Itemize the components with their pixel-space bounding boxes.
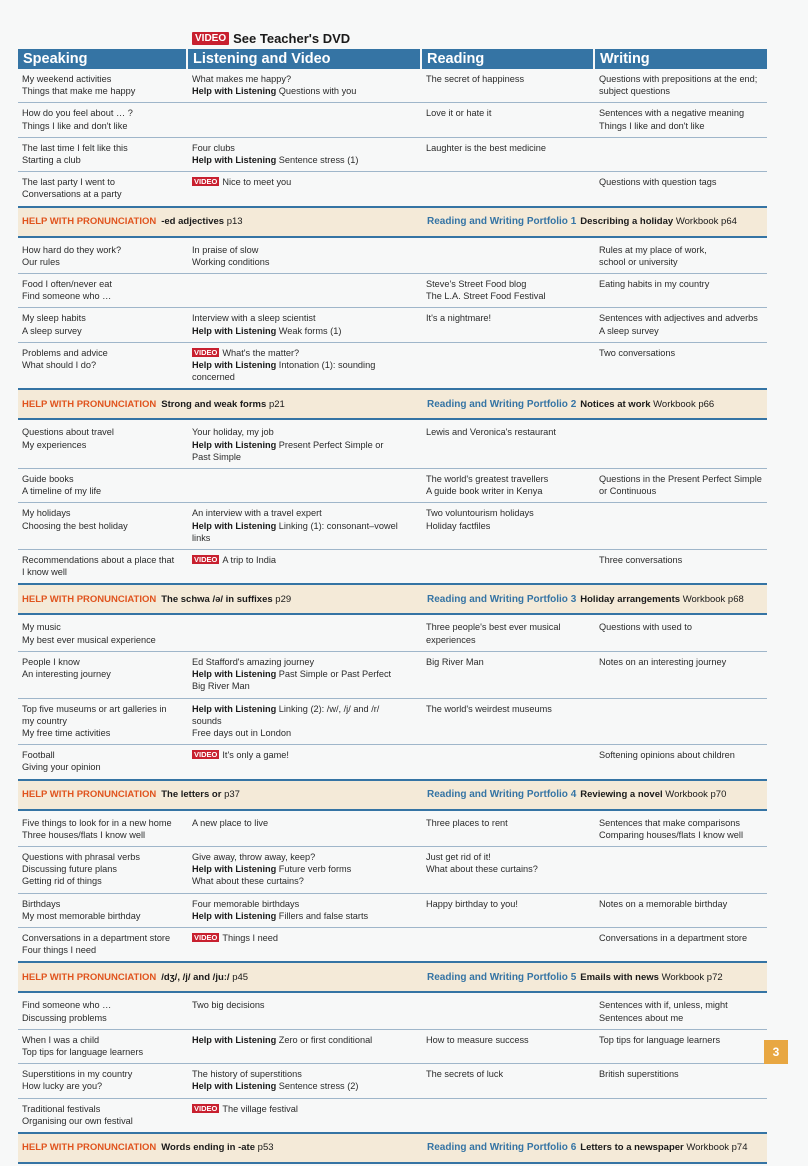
listening-text: Zero or first conditional [276, 1034, 373, 1045]
listening-cell [188, 745, 422, 778]
pronunciation-band [18, 1132, 767, 1164]
listening-cell [188, 1030, 422, 1063]
table-row [18, 744, 767, 778]
table-row [18, 307, 767, 341]
speaking-cell: Football Giving your opinion [22, 750, 101, 773]
table-row [18, 1029, 767, 1063]
portfolio-label: Reading and Writing Portfolio 3 [427, 593, 577, 605]
header-writing: Writing [600, 51, 650, 67]
help-with-listening-label: Help with Listening [192, 864, 277, 875]
portfolio-label: Reading and Writing Portfolio 1 [427, 216, 577, 228]
pronunciation-label: HELP WITH PRONUNCIATION [22, 1142, 157, 1154]
portfolio-label: Reading and Writing Portfolio 2 [427, 398, 577, 410]
portfolio-section [422, 216, 767, 227]
speaking-cell: Find someone who … Discussing problems [22, 1000, 112, 1023]
help-with-listening-label: Help with Listening [192, 520, 277, 531]
speaking-cell: My weekend activities Things that make me happy [22, 74, 136, 97]
dvd-title: See Teacher's DVD [233, 30, 351, 46]
reading-cell: Laughter is the best medicine [426, 142, 547, 153]
table-row [18, 422, 767, 468]
reading-cell: Three people's best ever musical experiences [426, 622, 561, 645]
speaking-cell: Guide books A timeline of my life [22, 474, 102, 497]
listening-cell [188, 652, 422, 698]
writing-cell: Questions with used to [599, 622, 692, 633]
pronunciation-topic: -ed adjectives [161, 216, 225, 228]
table-row [18, 995, 767, 1028]
table-row [18, 137, 767, 171]
teacher-dvd-banner [192, 30, 350, 46]
reading-cell: It's a nightmare! [426, 313, 492, 324]
help-with-listening-label: Help with Listening [192, 439, 277, 450]
listening-cell [188, 813, 422, 846]
listening-cell [188, 699, 422, 745]
pronunciation-label: HELP WITH PRONUNCIATION [22, 398, 157, 410]
portfolio-section [422, 1142, 767, 1153]
writing-cell: Top tips for language learners [599, 1034, 721, 1045]
help-with-listening-label: Help with Listening [192, 703, 277, 714]
listening-text: Ed Stafford's amazing journey [192, 656, 315, 667]
speaking-cell: Conversations in a department store Four things I need [22, 932, 171, 956]
video-tag: VIDEO [194, 1103, 218, 1113]
writing-cell [595, 422, 767, 468]
help-with-listening-label: Help with Listening [192, 910, 277, 921]
video-tag: VIDEO [194, 555, 218, 565]
video-title: What's the matter? [222, 347, 300, 358]
listening-cell [188, 1099, 422, 1132]
reading-cell: Lewis and Veronica's restaurant [426, 427, 556, 438]
workbook-ref: Workbook p74 [686, 1142, 748, 1154]
writing-cell [595, 1099, 767, 1132]
reading-cell: How to measure success [426, 1034, 529, 1045]
portfolio-topic: Holiday arrangements [580, 593, 681, 605]
portfolio-section [422, 789, 767, 800]
writing-cell: Questions with prepositions at the end; subject questions [599, 74, 758, 97]
pronunciation-band [18, 388, 767, 420]
reading-cell [422, 550, 595, 583]
listening-cell [188, 69, 422, 102]
portfolio-label: Reading and Writing Portfolio 4 [427, 789, 577, 801]
speaking-cell: Questions with phrasal verbs Discussing future plans Getting rid of things [22, 851, 140, 887]
speaking-cell: When I was a child Top tips for language learners [22, 1034, 144, 1057]
help-with-listening-label: Help with Listening [192, 1034, 277, 1045]
table-row [18, 846, 767, 893]
writing-cell: Sentences with adjectives and adverbs A sleep survey [599, 313, 758, 336]
writing-cell: Two conversations [599, 347, 676, 358]
listening-cell [188, 172, 422, 205]
listening-cell [188, 894, 422, 927]
listening-cell [188, 847, 422, 893]
listening-text: Interview with a sleep scientist [192, 313, 316, 324]
reading-cell: The secrets of luck [426, 1069, 504, 1080]
portfolio-topic: Reviewing a novel [580, 789, 663, 801]
reading-cell: Love it or hate it [426, 108, 492, 119]
listening-cell [188, 503, 422, 549]
pronunciation-page: p37 [224, 789, 240, 801]
table-row [18, 893, 767, 927]
portfolio-label: Reading and Writing Portfolio 6 [427, 1142, 577, 1154]
speaking-cell: Birthdays My most memorable birthday [22, 898, 141, 921]
portfolio-topic: Emails with news [580, 971, 659, 983]
listening-text: Two big decisions [192, 1000, 265, 1011]
header-speaking: Speaking [18, 49, 188, 69]
pronunciation-topic: Words ending in -ate [161, 1142, 256, 1154]
reading-cell: The world's weirdest museums [426, 703, 552, 714]
writing-cell: Sentences with if, unless, might Sentences about me [599, 1000, 728, 1023]
portfolio-topic: Notices at work [580, 398, 651, 410]
listening-cell [188, 469, 422, 502]
table-row [18, 102, 767, 136]
table-row [18, 502, 767, 549]
speaking-cell: Superstitions in my country How lucky are you? [22, 1069, 133, 1092]
pronunciation-page: p13 [226, 216, 243, 228]
reading-cell: The secret of happiness [426, 74, 525, 84]
listening-text: Sentence stress (1) [276, 155, 359, 166]
listening-text: A new place to live [192, 817, 269, 828]
speaking-cell: Five things to look for in a new home Three houses/flats I know well [22, 817, 172, 840]
table-row [18, 927, 767, 961]
listening-cell [188, 274, 422, 307]
listening-text: Four memorable birthdays [192, 898, 300, 909]
reading-cell: Big River Man [426, 656, 484, 667]
help-with-listening-label: Help with Listening [192, 325, 277, 336]
listening-text: Things I need [222, 932, 279, 943]
pronunciation-page: p45 [232, 971, 249, 983]
pronunciation-label: HELP WITH PRONUNCIATION [22, 789, 157, 801]
table-header [18, 49, 767, 69]
writing-cell: Questions in the Present Perfect Simple or Continuous [599, 474, 762, 497]
speaking-cell: People I know An interesting journey [22, 656, 111, 680]
listening-text: It's only a game! [222, 750, 289, 761]
writing-cell: British superstitions [599, 1069, 679, 1080]
pronunciation-section [18, 399, 422, 410]
reading-cell: Three places to rent [426, 817, 508, 828]
table-row [18, 617, 767, 650]
listening-text: Linking (2): /w/, /j/ and /r/ sounds Free days out in London [192, 703, 380, 738]
video-tag: VIDEO [194, 347, 218, 357]
pronunciation-page: p21 [268, 398, 285, 410]
speaking-cell: My sleep habits A sleep survey [22, 313, 86, 336]
listening-cell [188, 422, 422, 468]
listening-text: Sentence stress (2) [276, 1081, 359, 1092]
speaking-cell: Problems and advice What should I do? [22, 347, 108, 371]
table-row [18, 273, 767, 307]
pronunciation-section [18, 216, 422, 227]
writing-cell [595, 503, 767, 549]
listening-text: An interview with a travel expert [192, 508, 322, 519]
writing-cell [595, 699, 767, 745]
listening-cell [188, 995, 422, 1028]
reading-cell [422, 928, 595, 961]
listening-text: Future verb forms What about these curtains? [192, 864, 352, 887]
header-listening: Listening and Video [188, 49, 422, 69]
portfolio-section [422, 594, 767, 605]
pronunciation-section [18, 1142, 422, 1153]
speaking-cell: Top five museums or art galleries in my country My free time activities [22, 703, 167, 738]
table-row [18, 171, 767, 205]
pronunciation-label: HELP WITH PRONUNCIATION [22, 593, 157, 605]
speaking-cell: My holidays Choosing the best holiday [22, 508, 128, 531]
reading-cell [422, 1099, 595, 1132]
listening-text: In praise of slow Working conditions [192, 244, 270, 267]
speaking-cell: My music My best ever musical experience [22, 622, 156, 645]
listening-text: Linking (1): consonant–vowel links [192, 520, 398, 543]
pronunciation-topic: /dʒ/, /j/ and /juː/ [161, 971, 230, 983]
table-row [18, 69, 767, 102]
header-reading: Reading [422, 49, 595, 69]
pronunciation-band [18, 583, 767, 615]
pronunciation-topic: Strong and weak forms [161, 398, 267, 410]
pronunciation-label: HELP WITH PRONUNCIATION [22, 216, 157, 228]
listening-text: A trip to India [222, 555, 276, 566]
reading-cell [422, 172, 595, 205]
writing-cell: Sentences that make comparisons Comparing houses/flats I know well [599, 817, 744, 840]
table-row [18, 698, 767, 745]
speaking-cell: Questions about travel My experiences [22, 427, 114, 450]
listening-cell [188, 103, 422, 136]
table-row [18, 1063, 767, 1097]
pronunciation-label: HELP WITH PRONUNCIATION [22, 971, 157, 983]
listening-text: The history of superstitions [192, 1069, 302, 1080]
workbook-ref: Workbook p64 [675, 216, 737, 228]
table-row [18, 813, 767, 846]
writing-cell: Eating habits in my country [599, 279, 710, 290]
workbook-ref: Workbook p72 [661, 971, 723, 983]
listening-text: Weak forms (1) [276, 325, 342, 336]
reading-cell [422, 995, 595, 1028]
listening-cell [188, 1064, 422, 1097]
writing-cell: Conversations in a department store [599, 932, 748, 943]
writing-cell [595, 847, 767, 893]
listening-text: Questions with you [276, 86, 357, 97]
speaking-cell: The last party I went to Conversations at a party [22, 177, 122, 200]
reading-cell: The world's greatest travellers A guide book writer in Kenya [426, 474, 549, 497]
pronunciation-section [18, 789, 422, 800]
writing-cell: Sentences with a negative meaning Things I like and don't like [599, 108, 745, 131]
reading-cell: Happy birthday to you! [426, 898, 518, 909]
help-with-listening-label: Help with Listening [192, 155, 277, 166]
writing-cell: Questions with question tags [599, 177, 717, 188]
writing-cell: Notes on a memorable birthday [599, 898, 728, 909]
help-with-listening-label: Help with Listening [192, 86, 277, 97]
help-with-listening-label: Help with Listening [192, 669, 277, 680]
workbook-ref: Workbook p70 [665, 789, 727, 801]
reading-cell [422, 343, 595, 389]
reading-cell [422, 745, 595, 778]
speaking-cell: Traditional festivals Organising our own festival [22, 1103, 133, 1126]
listening-cell [188, 550, 422, 583]
table-row [18, 342, 767, 389]
speaking-cell: The last time I felt like this Starting a club [22, 142, 128, 166]
pronunciation-topic: The schwa /ə/ in suffixes [161, 593, 273, 605]
listening-text: Past Simple or Past Perfect Big River Man [192, 669, 392, 692]
pronunciation-section [18, 972, 422, 983]
table-row [18, 651, 767, 698]
listening-text: Nice to meet you [222, 177, 292, 188]
speaking-cell: How hard do they work? Our rules [22, 244, 122, 267]
video-tag: VIDEO [194, 177, 218, 187]
video-tag: VIDEO [194, 932, 218, 942]
listening-text: Four clubs [192, 142, 235, 153]
listening-text: Fillers and false starts [276, 910, 369, 921]
pronunciation-page: p53 [257, 1142, 274, 1154]
listening-cell [188, 138, 422, 171]
writing-cell: Notes on an interesting journey [599, 656, 727, 667]
speaking-cell: Recommendations about a place that I know well [22, 555, 175, 578]
reading-cell: Two voluntourism holidays Holiday factfiles [426, 508, 534, 531]
help-with-listening-label: Help with Listening [192, 1081, 277, 1092]
pronunciation-band [18, 779, 767, 811]
listening-text: Your holiday, my job [192, 427, 274, 438]
page-number: 3 [764, 1040, 788, 1064]
table-row [18, 549, 767, 583]
pronunciation-topic: The letters or [161, 789, 222, 801]
speaking-cell: Food I often/never eat Find someone who … [22, 279, 112, 302]
writing-cell [595, 138, 767, 171]
listening-cell [188, 928, 422, 961]
pronunciation-page: p29 [275, 593, 292, 605]
listening-text: Give away, throw away, keep? [192, 851, 316, 862]
units-body [18, 69, 767, 1164]
listening-text: What makes me happy? [192, 74, 292, 84]
table-row [18, 1098, 767, 1132]
help-with-listening-label: Help with Listening [192, 360, 277, 371]
table-row [18, 468, 767, 502]
pronunciation-band [18, 206, 767, 238]
contents-table [18, 49, 767, 1166]
listening-text: Intonation (1): sounding concerned [192, 360, 376, 383]
listening-text: Present Perfect Simple or Past Simple [192, 439, 384, 462]
video-tag: VIDEO [194, 750, 218, 760]
portfolio-label: Reading and Writing Portfolio 5 [427, 971, 577, 983]
workbook-ref: Workbook p68 [682, 593, 744, 605]
pronunciation-band [18, 961, 767, 993]
portfolio-topic: Letters to a newspaper [580, 1142, 684, 1154]
speaking-cell: How do you feel about … ? Things I like and don't like [22, 108, 133, 131]
portfolio-topic: Describing a holiday [580, 216, 674, 228]
pronunciation-section [18, 594, 422, 605]
portfolio-section [422, 972, 767, 983]
video-tag: VIDEO [192, 32, 229, 45]
listening-cell [188, 240, 422, 273]
listening-cell [188, 308, 422, 341]
writing-cell: Rules at my place of work, school or university [599, 244, 707, 267]
table-row [18, 240, 767, 273]
writing-cell: Three conversations [599, 555, 683, 566]
reading-cell: Steve's Street Food blog The L.A. Street Food Festival [426, 279, 546, 302]
listening-cell [188, 343, 422, 389]
portfolio-section [422, 399, 767, 410]
writing-cell: Softening opinions about children [599, 750, 735, 761]
reading-cell [422, 240, 595, 273]
reading-cell: Just get rid of it! What about these curtains? [426, 851, 538, 875]
listening-text: The village festival [222, 1103, 298, 1114]
listening-cell [188, 617, 422, 650]
workbook-ref: Workbook p66 [653, 398, 715, 410]
